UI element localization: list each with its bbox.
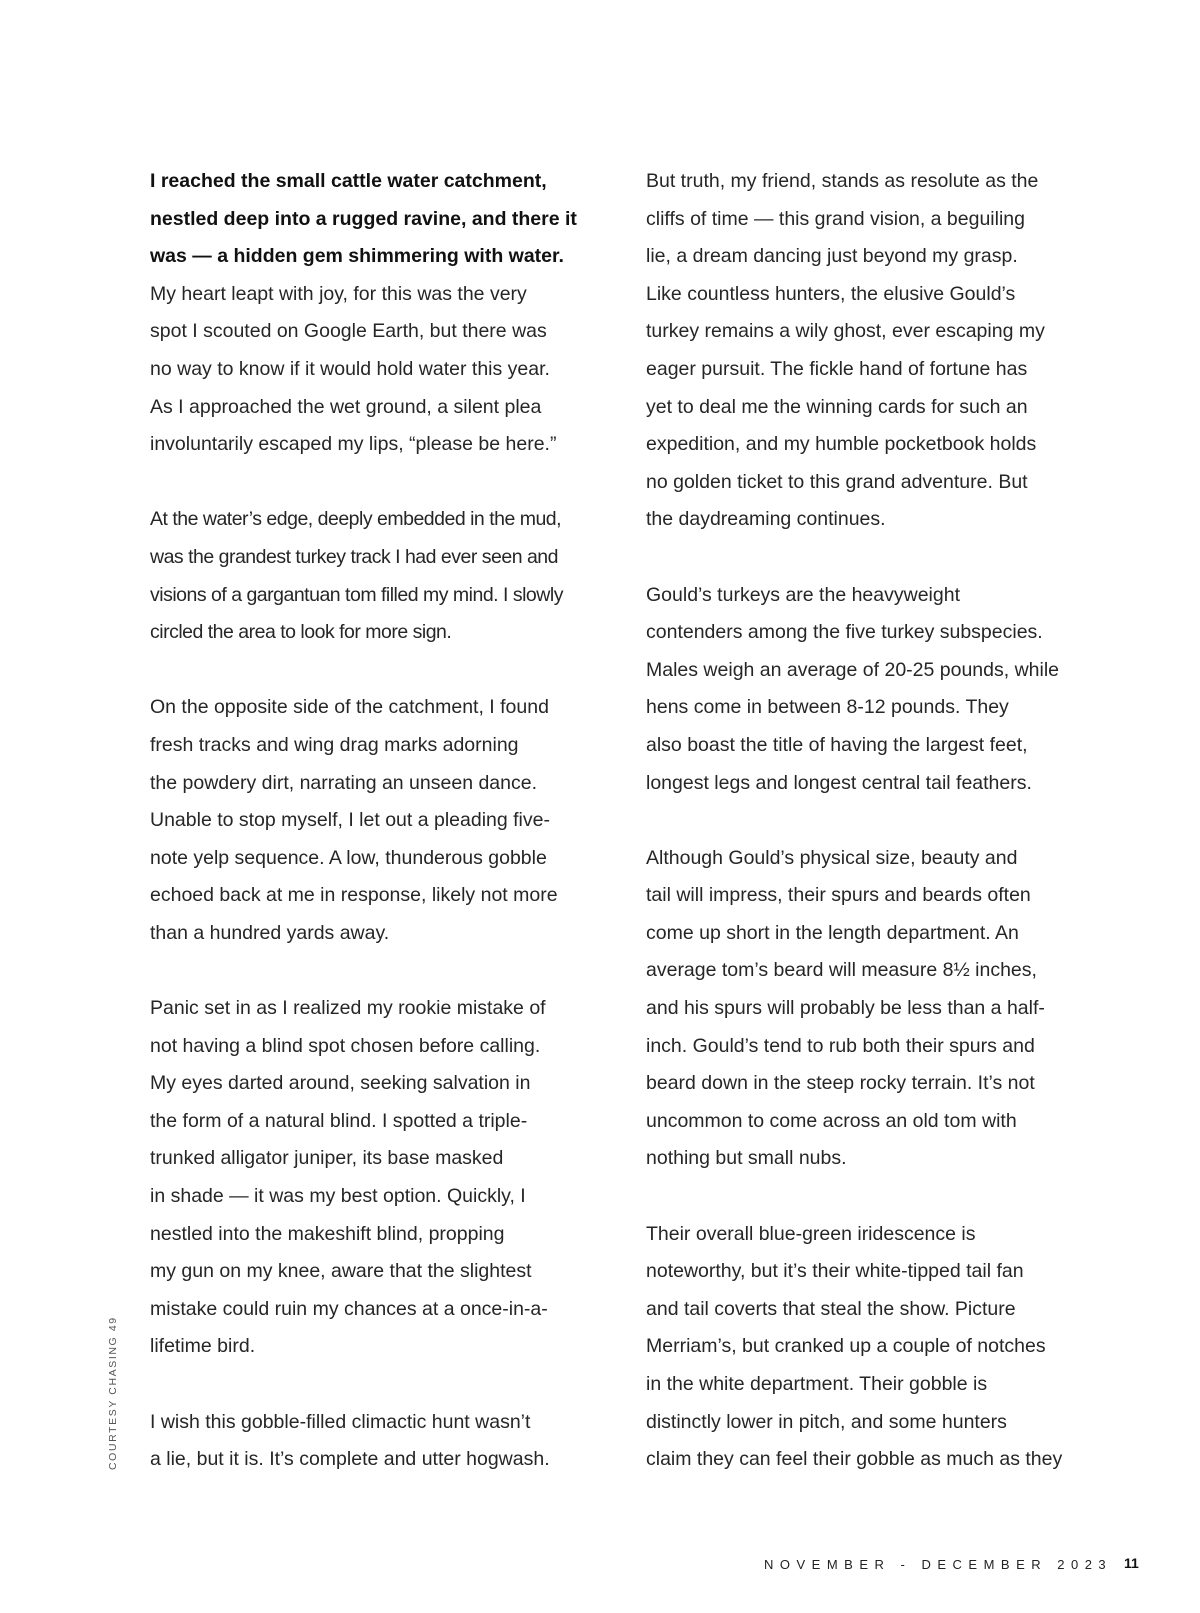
body-text-line: lifetime bird. [150,1335,256,1358]
body-text-line: As I approached the wet ground, a silent plea [150,395,542,418]
body-text-line: echoed back at me in response, likely not more [150,884,558,907]
body-text-line: Although Gould’s physical size, beauty and [646,846,1018,869]
photo-credit: COURTESY CHASING 49 [107,1316,119,1470]
body-text-line: Males weigh an average of 20-25 pounds, while [646,658,1060,681]
body-text-line: On the opposite side of the catchment, I found [150,696,549,719]
body-text-line: tail will impress, their spurs and beards often [646,884,1031,907]
body-text-line: uncommon to come across an old tom with [646,1109,1017,1132]
body-text-line: beard down in the steep rocky terrain. It’s not [646,1072,1035,1095]
page-number: 11 [1124,1555,1139,1571]
body-text-line: nothing but small nubs. [646,1147,847,1170]
body-text-line: noteworthy, but it’s their white-tipped tail fan [646,1260,1024,1283]
body-text-line: a lie, but it is. It’s complete and utter hogwash. [150,1448,550,1471]
body-text-line: contenders among the five turkey subspecies. [646,621,1043,644]
body-text-line: my gun on my knee, aware that the slightest [150,1260,532,1283]
body-text-line: note yelp sequence. A low, thunderous gobble [150,846,547,869]
body-text-line: the powdery dirt, narrating an unseen dance. [150,771,538,794]
body-text-line: I wish this gobble-filled climactic hunt wasn’t [150,1410,531,1433]
lead-text-line: nestled deep into a rugged ravine, and there it [150,207,577,230]
body-text-line: Unable to stop myself, I let out a pleading five- [150,809,550,832]
body-text-line: eager pursuit. The fickle hand of fortune has [646,357,1028,380]
body-text-line: was the grandest turkey track I had ever seen and [150,545,558,568]
body-text-line: Panic set in as I realized my rookie mistake of [150,997,546,1020]
body-text-line: longest legs and longest central tail feathers. [646,771,1032,794]
body-text-line: turkey remains a wily ghost, ever escaping my [646,320,1045,343]
paragraph-break [646,1178,1116,1216]
body-text-line: cliffs of time — this grand vision, a beguiling [646,207,1025,230]
body-text-line: inch. Gould’s tend to rub both their spurs and [646,1034,1035,1057]
body-text-line: My heart leapt with joy, for this was the very [150,282,527,305]
body-text-line: the form of a natural blind. I spotted a triple- [150,1109,528,1132]
paragraph-break [646,539,1116,577]
body-text-line: Merriam’s, but cranked up a couple of notches [646,1335,1046,1358]
body-text-line: spot I scouted on Google Earth, but there was [150,320,547,343]
body-text-line: average tom’s beard will measure 8½ inches, [646,959,1037,982]
body-text-line: Like countless hunters, the elusive Gould’s [646,282,1016,305]
body-text-line: trunked alligator juniper, its base masked [150,1147,504,1170]
article-column-right [646,163,1116,1479]
body-text-line: At the water’s edge, deeply embedded in the mud, [150,508,562,531]
body-text-line: hens come in between 8-12 pounds. They [646,696,1009,719]
body-text-line: Their overall blue-green iridescence is [646,1222,976,1245]
body-text-line: in shade — it was my best option. Quickly, I [150,1185,526,1208]
paragraph-break [150,652,605,690]
body-text-line: circled the area to look for more sign. [150,621,452,644]
issue-date: NOVEMBER - DECEMBER 2023 [764,1557,1113,1572]
body-text-line: also boast the title of having the largest feet, [646,733,1028,756]
body-text-line: involuntarily escaped my lips, “please be here.” [150,433,557,456]
body-text-line: and tail coverts that steal the show. Picture [646,1297,1016,1320]
body-text-line: visions of a gargantuan tom filled my mind. I slowly [150,583,563,606]
lead-text-line: was — a hidden gem shimmering with water. [150,245,564,268]
body-text-line: nestled into the makeshift blind, propping [150,1222,505,1245]
article-column-left [150,163,605,1479]
body-text-line: But truth, my friend, stands as resolute as the [646,170,1039,192]
body-text-line: mistake could ruin my chances at a once-in-a- [150,1297,548,1320]
body-text-line: no golden ticket to this grand adventure. But [646,470,1028,493]
body-text-line: not having a blind spot chosen before calling. [150,1034,541,1057]
body-text-line: in the white department. Their gobble is [646,1373,988,1395]
body-text-line: no way to know if it would hold water this year. [150,357,550,380]
paragraph-break [150,464,605,502]
body-text-line: come up short in the length department. An [646,921,1019,944]
body-text-line: lie, a dream dancing just beyond my grasp. [646,245,1018,268]
paragraph-break [646,802,1116,840]
paragraph-break [150,952,605,990]
body-text-line: distinctly lower in pitch, and some hunters [646,1410,1007,1433]
body-text-line: expedition, and my humble pocketbook holds [646,433,1037,456]
body-text-line: fresh tracks and wing drag marks adorning [150,733,519,756]
body-text-line: My eyes darted around, seeking salvation in [150,1072,531,1095]
body-text-line: claim they can feel their gobble as much as they [646,1448,1063,1471]
body-text-line: than a hundred yards away. [150,921,390,944]
lead-text-line: I reached the small cattle water catchment, [150,170,547,192]
body-text-line: the daydreaming continues. [646,508,886,531]
paragraph-break [150,1366,605,1404]
body-text-line: and his spurs will probably be less than a half- [646,997,1045,1020]
body-text-line: Gould’s turkeys are the heavyweight [646,583,960,606]
body-text-line: yet to deal me the winning cards for such an [646,395,1028,418]
